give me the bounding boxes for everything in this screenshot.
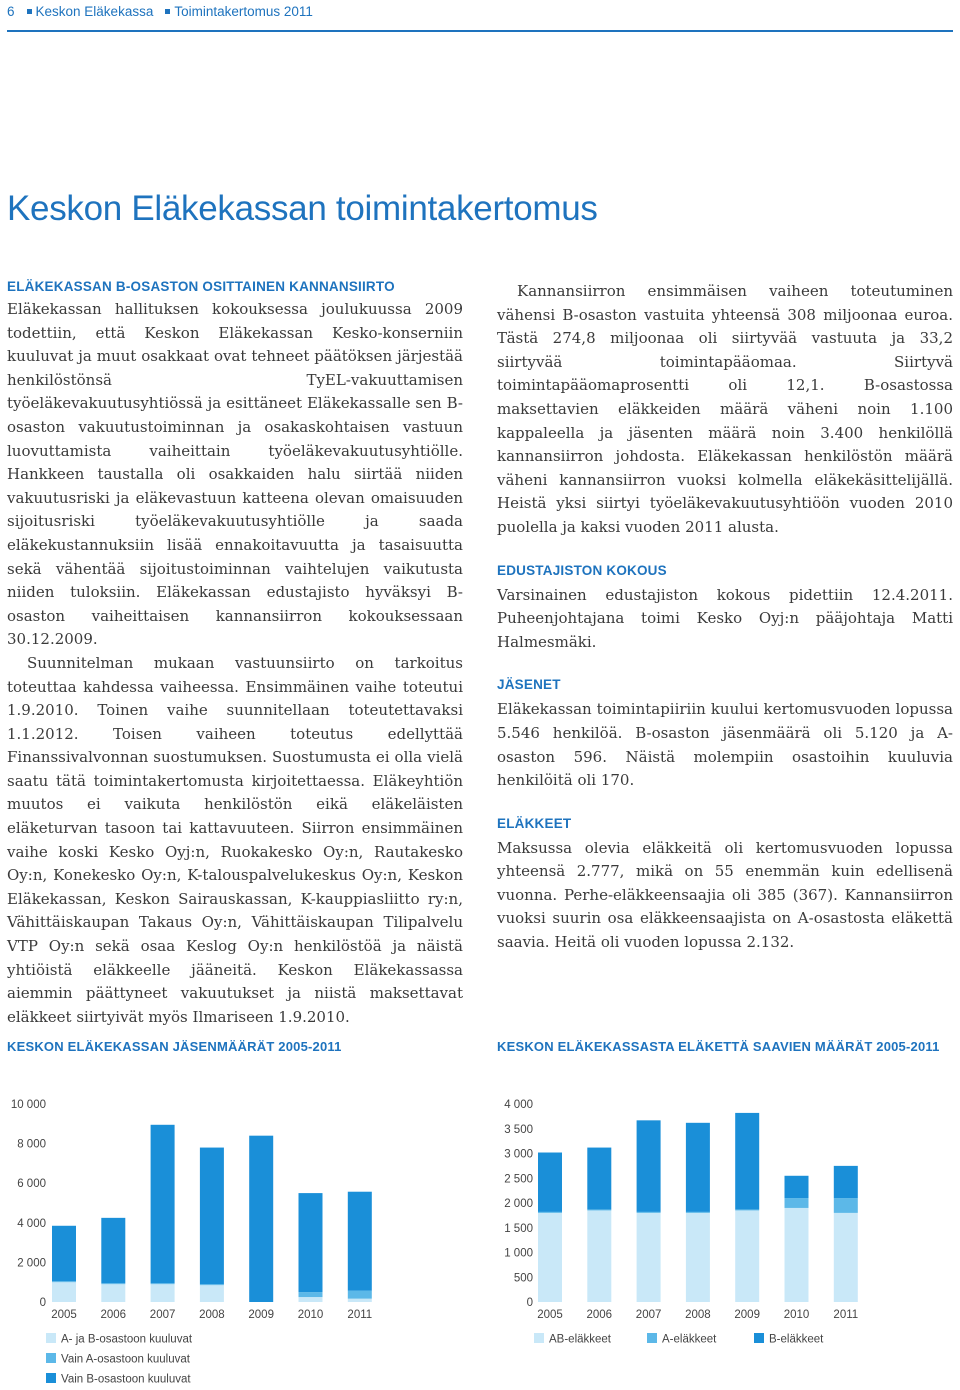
bar-segment: [735, 1209, 759, 1210]
bar-segment: [348, 1291, 372, 1299]
members-chart: [0, 1080, 480, 1390]
y-tick-label: 3 000: [504, 1148, 533, 1161]
y-tick-label: 0: [39, 1297, 46, 1309]
bar-segment: [637, 1120, 661, 1212]
bar-segment: [101, 1218, 125, 1283]
bar-segment: [686, 1213, 710, 1302]
bar-segment: [834, 1198, 858, 1213]
y-tick-label: 2 500: [504, 1173, 533, 1186]
bar-segment: [538, 1213, 562, 1302]
bar-segment: [151, 1125, 175, 1283]
bar-segment: [101, 1284, 125, 1302]
page-title: Keskon Eläkekassan toimintakertomus: [7, 189, 598, 229]
bar-segment: [200, 1284, 224, 1285]
bar-segment: [785, 1176, 809, 1198]
x-tick-label: 2006: [586, 1309, 613, 1321]
x-tick-label: 2007: [635, 1309, 662, 1321]
bar-segment: [686, 1212, 710, 1213]
legend-label: AB-eläkkeet: [549, 1333, 612, 1346]
bar-segment: [348, 1192, 372, 1291]
bar-segment: [200, 1285, 224, 1302]
bar-segment: [834, 1213, 858, 1302]
bar-segment: [538, 1153, 562, 1212]
bar-segment: [52, 1226, 76, 1281]
bar-segment: [200, 1148, 224, 1285]
legend-swatch: [534, 1333, 544, 1343]
legend-label: A-eläkkeet: [662, 1333, 717, 1346]
bar-segment: [538, 1212, 562, 1213]
bar-segment: [348, 1299, 372, 1302]
bar-segment: [587, 1209, 611, 1210]
section-heading: ELÄKEKASSAN B-OSASTON OSITTAINEN KANNANSIIRTO: [7, 279, 395, 294]
x-tick-label: 2007: [149, 1309, 176, 1321]
x-tick-label: 2011: [347, 1309, 373, 1321]
x-tick-label: 2005: [537, 1309, 563, 1321]
paragraph: Varsinainen edustajiston kokous pidettiin 12.4.2011. Puheenjohtajana toimi Kesko Oyj:n pääjohtaja Matti Halmesmäki.: [497, 585, 953, 651]
x-tick-label: 2006: [100, 1309, 127, 1321]
y-tick-label: 1 000: [504, 1247, 533, 1260]
bar-segment: [151, 1284, 175, 1302]
section-heading: ELÄKKEET: [497, 815, 572, 831]
chart-title-pensions: KESKON ELÄKEKASSASTA ELÄKETTÄ SAAVIEN MÄÄRÄT 2005-2011: [497, 1039, 940, 1054]
y-tick-label: 2 000: [17, 1257, 46, 1270]
bar-segment: [299, 1193, 323, 1292]
paragraph: Maksussa olevia eläkkeitä oli kertomusvuoden lopussa yhteensä 2.777, mikä on 55 enemmän kuin edellisenä vuonna. Perhe-eläkkeensaajia oli 385 (367). Kannansiirron vuoksi suurin osa eläkkeensaajista on A-osastosta eläkettä saavia. Heitä oli vuoden lopussa 2.132.: [497, 838, 953, 952]
bar-segment: [785, 1208, 809, 1302]
bar-segment: [637, 1213, 661, 1302]
paragraph: Suunnitelman mukaan vastuunsiirto on tarkoitus toteuttaa kahdessa vaiheessa. Ensimmäinen vaihe toteutui 1.9.2010. Toinen vaihe suunnitellaan toteutettavaksi 1.1.2012. Toisen vaiheen toteutus edellyttää Finanssivalvonnan suostumuksen. Suostumusta ei olla vielä saatu tätä toimintakertomusta kirjoitettaessa. Eläkeyhtiön muutos ei vaikuta henkilöstön eikä eläkeläisten eläketurvan tasoon tai kattavuuteen. Siirron ensimmäinen vaihe koski Kesko Oyj:n, Ruokakesko Oy:n, Rautakesko Oy:n, Konekesko Oy:n, K-talouspalvelukeskus Oy:n, Keskon Eläkekassan, Keskon Sairauskassan, K-kauppiasliitto ry:n, Vähittäiskaupan Takaus Oy:n, Vähittäiskaupan Tilipalvelu VTP Oy:n sekä osaa Keslog Oy:n henkilöstöä ja näistä yhtiöistä eläkkeelle jääneitä. Keskon Eläkekassassa aiemmin päättyneet vakuutukset ja niistä maksettavat eläkkeet siirtyivät myös Ilmariseen 1.9.2010.: [7, 653, 463, 1026]
bar-segment: [637, 1212, 661, 1213]
y-tick-label: 500: [513, 1272, 533, 1285]
running-header: [7, 4, 317, 19]
legend-label: A- ja B-osastoon kuuluvat: [61, 1333, 193, 1346]
y-tick-label: 10 000: [10, 1099, 46, 1111]
publication-name: Toimintakertomus 2011: [174, 4, 313, 19]
paragraph: Kannansiirron ensimmäisen vaiheen toteutuminen vähensi B-osaston vastuita yhteensä 308 miljoonaa euroa. Tästä 274,8 miljoonaa oli siirtyvää vastuuta ja 33,2 siirtyvää toimintapääomaa. Siirtyvä toimintapääomaprosentti oli 12,1. B-osastossa maksettavien eläkkeiden määrä väheni noin 1.100 kappaleella ja jäsenten määrä noin 3.400 henkilöllä kannansiirron johdosta. Eläkekassan henkilöstön määrä väheni kannansiirron vuoksi kolmella eläkekäsittelijällä. Heistä yksi siirtyi työeläkevakuutusyhtiöön vuoden 2010 puolella ja kaksi vuoden 2011 alusta.: [497, 282, 953, 536]
y-tick-label: 6 000: [17, 1178, 46, 1191]
x-tick-label: 2010: [297, 1309, 324, 1321]
y-tick-label: 4 000: [17, 1217, 46, 1230]
legend-label: Vain A-osastoon kuuluvat: [61, 1353, 190, 1366]
x-tick-label: 2009: [248, 1309, 274, 1321]
bar-segment: [299, 1292, 323, 1297]
paragraph: Eläkekassan hallituksen kokouksessa joulukuussa 2009 todettiin, että Keskon Eläkekassan Kesko-konserniin kuuluvat ja muut osakkaat ovat tehneet päätöksen järjestää henkilöstönsä TyEL-vakuuttamisen työeläkevakuutusyhtiössä ja esittäneet Eläkekassalle sen B-osaston vakuutustoiminnan ja osakaskohtaisen vastuun luovuttamista vaiheittain työeläkevakuutusyhtiölle. Hankkeen taustalla oli osakkaiden halu siirtää niiden vakuutusriski ja eläkevastuun katteena olevan omaisuuden sijoitusriski työeläkevakuutusyhtiölle ja saada eläkekustannuksiin lisää ennakoitavuutta ja tasaisuutta sekä vähentää sijoitustoiminnan vaihtelujen vaikutusta niiden tuloksiin. Eläkekassan edustajisto hyväksyi B-osaston vaiheittaisen kannansiirron kokouksessaan 30.12.2009.: [7, 300, 463, 649]
x-tick-label: 2008: [199, 1309, 225, 1321]
paragraph: Eläkekassan toimintapiiriin kuului kertomusvuoden lopussa 5.546 henkilöä. B-osaston jäsenmäärä oli 5.120 ja A-osaston 596. Näistä molempiin osastoihin kuuluvia henkilöitä oli 170.: [497, 700, 953, 790]
bullet-square-icon: [165, 9, 170, 14]
bar-segment: [151, 1283, 175, 1284]
section-heading: JÄSENET: [497, 677, 561, 693]
y-tick-label: 8 000: [17, 1138, 46, 1151]
y-tick-label: 4 000: [504, 1099, 533, 1111]
bar-segment: [785, 1198, 809, 1208]
bar-segment: [299, 1297, 323, 1302]
x-tick-label: 2008: [685, 1309, 711, 1321]
bar-segment: [834, 1166, 858, 1198]
x-tick-label: 2009: [734, 1309, 760, 1321]
y-tick-label: 2 000: [504, 1198, 533, 1210]
bar-segment: [249, 1136, 273, 1302]
bullet-square-icon: [27, 9, 32, 14]
legend-swatch: [46, 1353, 56, 1363]
legend-swatch: [46, 1373, 56, 1383]
bar-segment: [587, 1148, 611, 1210]
x-tick-label: 2005: [51, 1309, 77, 1321]
bar-segment: [735, 1113, 759, 1210]
header-rule: [7, 30, 953, 32]
chart-title-members: KESKON ELÄKEKASSAN JÄSENMÄÄRÄT 2005-2011: [7, 1039, 342, 1054]
bar-segment: [52, 1282, 76, 1302]
y-tick-label: 3 500: [504, 1123, 533, 1136]
bar-segment: [587, 1210, 611, 1302]
bar-segment: [52, 1281, 76, 1282]
left-column: [7, 276, 463, 1029]
legend-swatch: [647, 1333, 657, 1343]
bar-segment: [101, 1283, 125, 1284]
right-column: [497, 280, 953, 955]
x-tick-label: 2010: [783, 1309, 810, 1321]
legend-swatch: [46, 1333, 56, 1343]
section-heading: EDUSTAJISTON KOKOUS: [497, 562, 667, 578]
y-tick-label: 0: [526, 1297, 533, 1309]
bar-segment: [735, 1210, 759, 1302]
legend-label: B-eläkkeet: [769, 1333, 824, 1346]
bar-segment: [686, 1123, 710, 1212]
legend-label: Vain B-osastoon kuuluvat: [61, 1373, 191, 1386]
legend-swatch: [754, 1333, 764, 1343]
y-tick-label: 1 500: [504, 1222, 533, 1235]
publisher-name: Keskon Eläkekassa: [35, 4, 154, 19]
x-tick-label: 2011: [833, 1309, 859, 1321]
page-number: 6: [7, 4, 15, 19]
pensions-chart: [490, 1080, 960, 1390]
